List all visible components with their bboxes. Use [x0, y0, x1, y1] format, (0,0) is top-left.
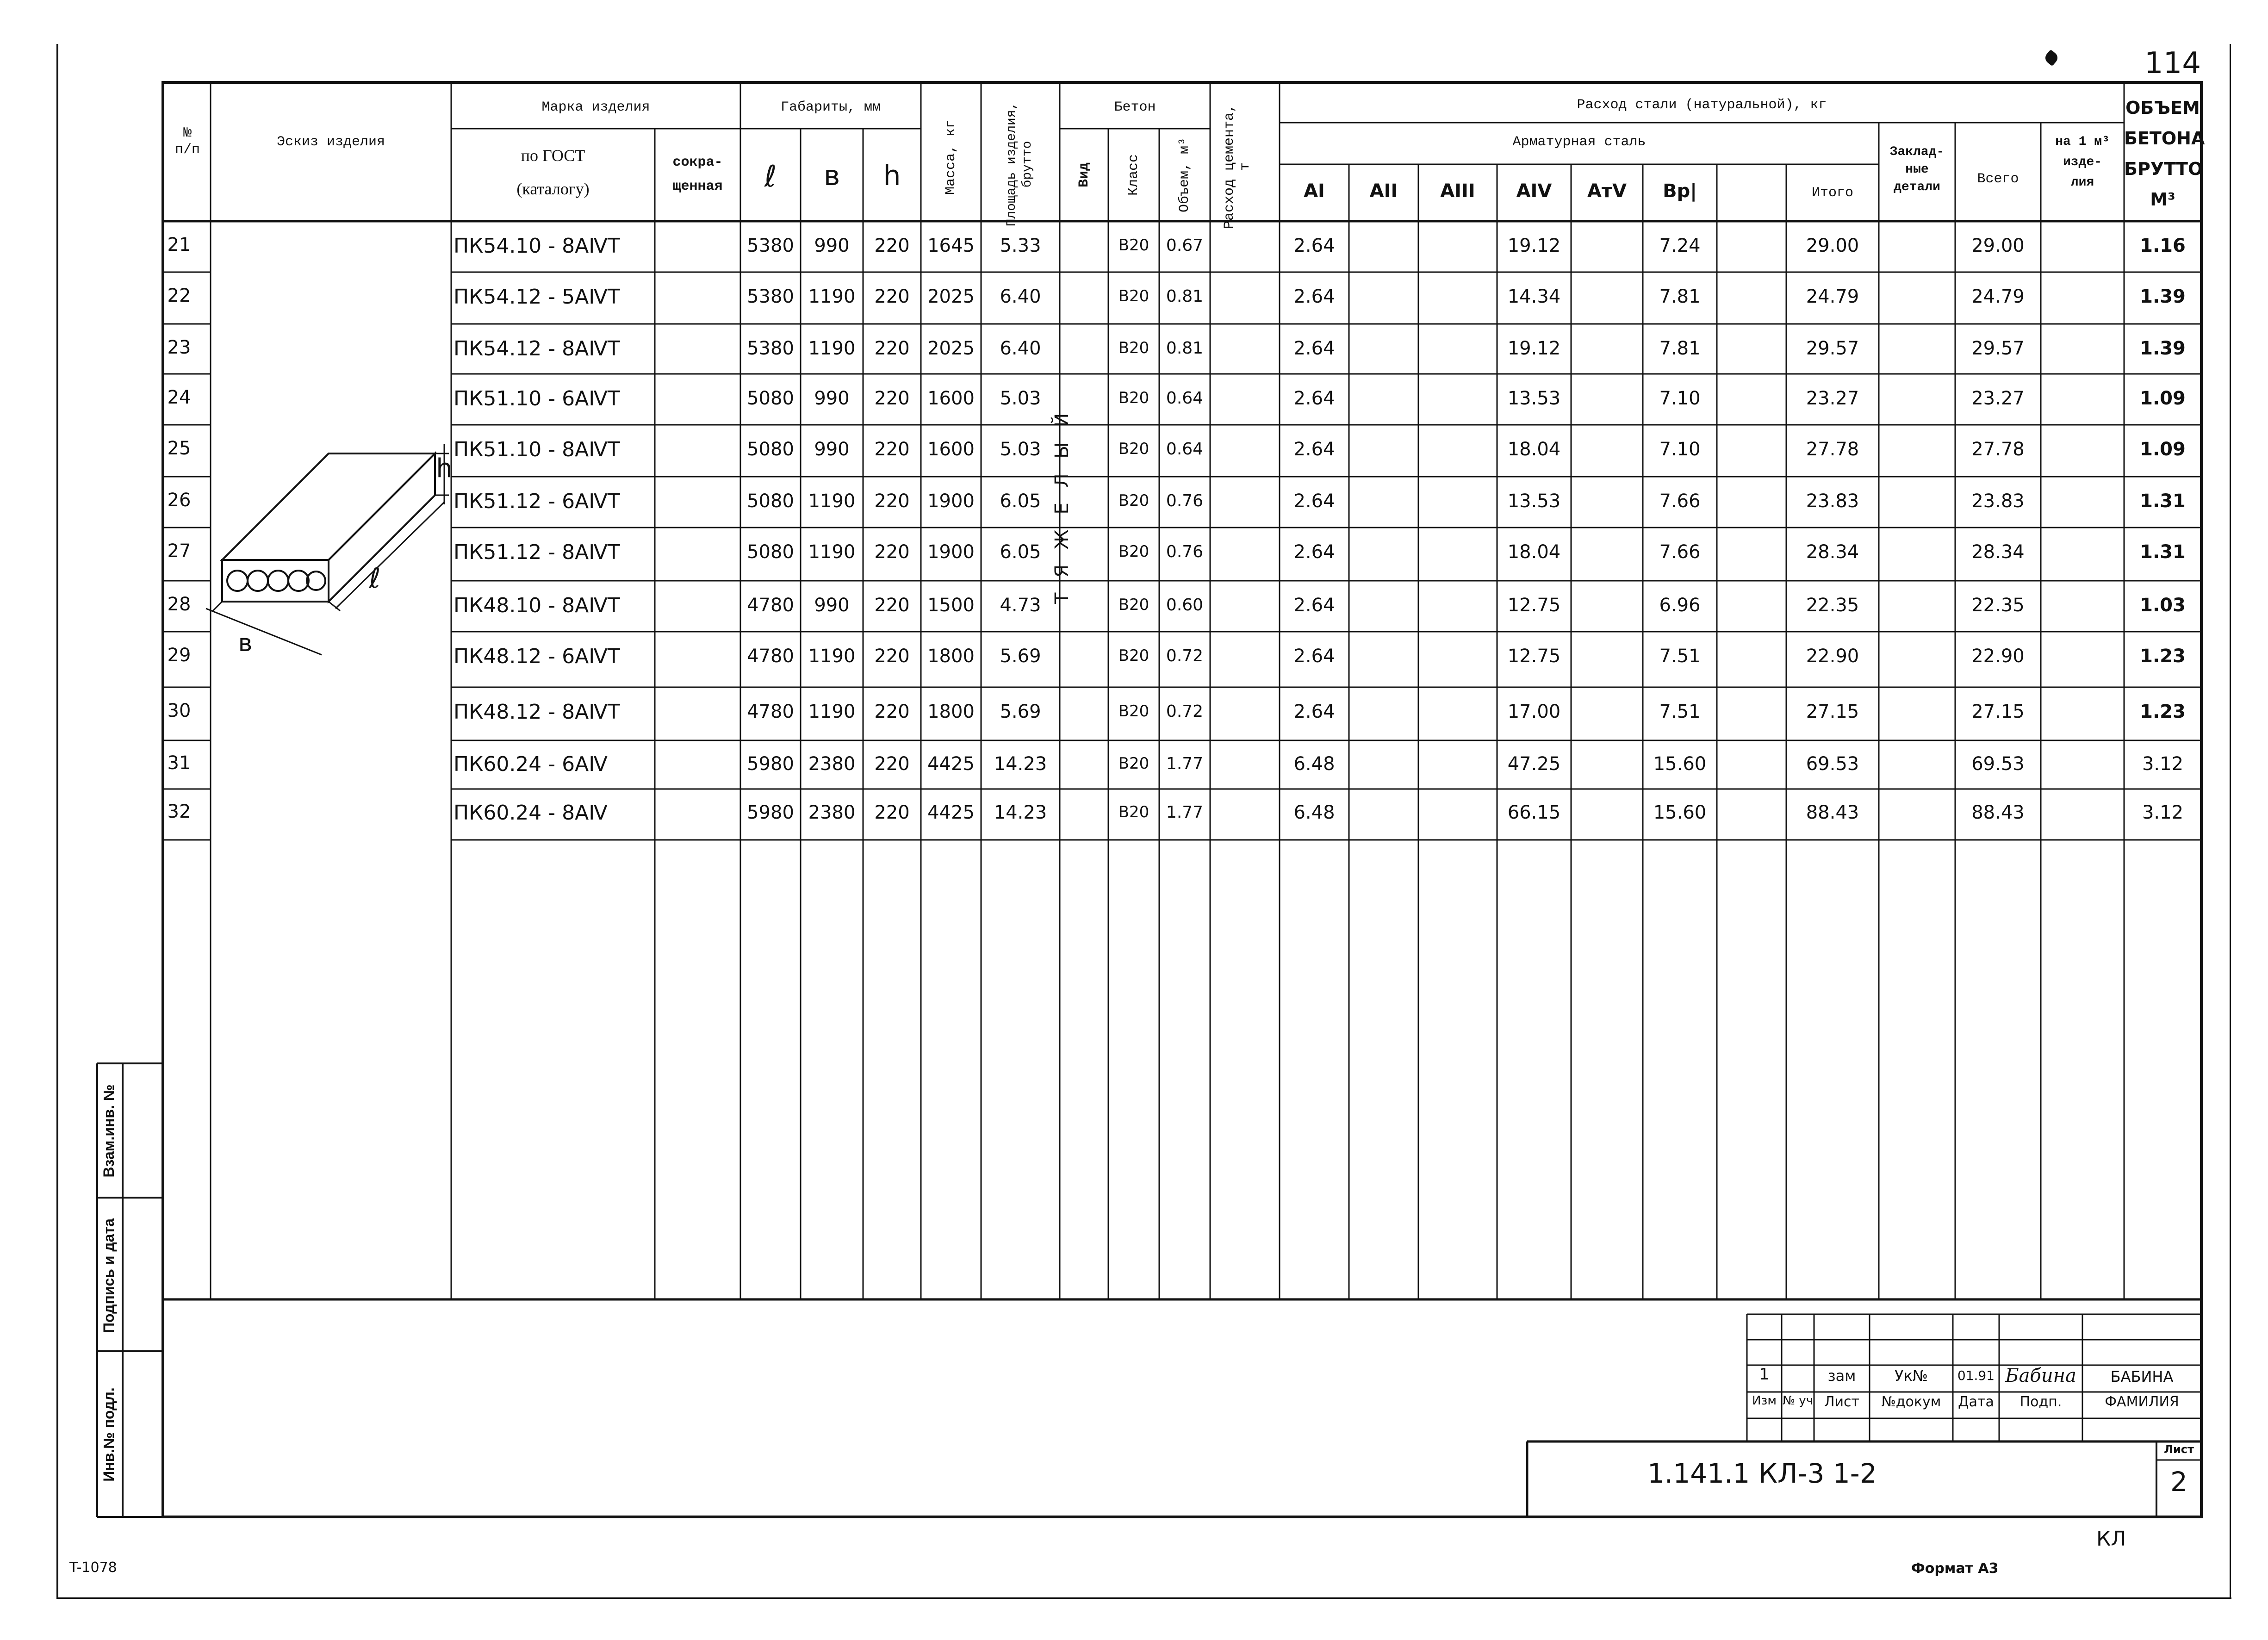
sketch-label-l: ℓ [369, 562, 381, 595]
cell-a4: 18.04 [1507, 439, 1561, 460]
cell-a4: 66.15 [1507, 802, 1561, 823]
col-header-atv: AтV [1587, 180, 1627, 202]
col-header-cement: Расход цемента, т [1222, 104, 1253, 230]
col-header-a2: AII [1369, 180, 1398, 202]
col-header-mark-group: Марка изделия [541, 99, 650, 115]
cell-b: 1190 [808, 338, 856, 359]
cell-b: 990 [814, 595, 850, 616]
cell-num: 24 [167, 387, 191, 408]
col-header-a3: AIII [1440, 180, 1475, 202]
cell-volume: 1.77 [1166, 803, 1204, 822]
cell-b: 990 [814, 388, 850, 409]
cell-area: 5.33 [1000, 235, 1041, 256]
cell-mark: ПК60.24 - 6АⅣ [454, 752, 608, 776]
cell-a1: 2.64 [1293, 701, 1335, 722]
cell-volume: 0.67 [1166, 236, 1204, 255]
cell-class: В20 [1118, 339, 1150, 357]
cell-area: 4.73 [1000, 595, 1041, 616]
cell-a1: 2.64 [1293, 595, 1335, 616]
cell-l: 4780 [747, 701, 794, 722]
cell-mark: ПК51.12 - 6АⅣТ [454, 490, 620, 513]
cell-h: 220 [874, 802, 910, 823]
cell-num: 25 [167, 438, 191, 459]
cell-vsego: 28.34 [1971, 541, 2025, 563]
cell-num: 23 [167, 337, 191, 358]
cell-brutto: 1.23 [2140, 646, 2186, 667]
cell-a1: 6.48 [1293, 753, 1335, 775]
cell-mark: ПК48.10 - 8АⅣТ [454, 594, 620, 617]
col-header-total: Всего [1977, 171, 2019, 187]
cell-l: 5980 [747, 753, 794, 775]
cell-brutto: 1.39 [2140, 286, 2186, 307]
cell-itogo: 23.83 [1806, 491, 1859, 512]
cell-l: 5080 [747, 491, 794, 512]
col-header-sketch: Эскиз изделия [276, 134, 385, 150]
cell-num: 32 [167, 801, 191, 822]
cell-num: 29 [167, 645, 191, 666]
cell-class: В20 [1118, 236, 1150, 255]
side-stamp-inv-orig: Инв.№ подл. [100, 1387, 117, 1482]
cell-volume: 1.77 [1166, 754, 1204, 773]
rev-head-uch: № уч [1782, 1394, 1814, 1408]
cell-bp: 7.81 [1659, 286, 1701, 307]
cell-brutto: 1.31 [2140, 541, 2186, 563]
cell-itogo: 29.00 [1806, 235, 1859, 256]
cell-b: 1190 [808, 541, 856, 563]
cell-l: 5980 [747, 802, 794, 823]
cell-num: 28 [167, 594, 191, 615]
cell-l: 4780 [747, 595, 794, 616]
rev-list: зам [1827, 1367, 1856, 1385]
cell-a1: 2.64 [1293, 235, 1335, 256]
cell-itogo: 23.27 [1806, 388, 1859, 409]
cell-volume: 0.64 [1166, 440, 1204, 459]
bottom-mark: КЛ [2096, 1527, 2126, 1551]
cell-num: 21 [167, 234, 191, 255]
col-header-dims-group: Габариты, мм [780, 99, 881, 115]
cell-mark: ПК51.10 - 6АⅣТ [454, 387, 620, 410]
col-header-dim-l: ℓ [764, 160, 777, 194]
col-header-num: № п/п [174, 125, 200, 158]
cell-brutto: 1.09 [2140, 388, 2186, 409]
sheet-mark: 114 [2144, 46, 2201, 81]
cell-a1: 6.48 [1293, 802, 1335, 823]
cell-a4: 13.53 [1507, 388, 1561, 409]
cell-brutto: 1.23 [2140, 701, 2186, 722]
cell-mark: ПК60.24 - 8АⅣ [454, 801, 608, 825]
cell-mass: 4425 [927, 802, 975, 823]
cell-brutto: 1.31 [2140, 491, 2186, 512]
cell-a1: 2.64 [1293, 541, 1335, 563]
cell-volume: 0.72 [1166, 646, 1204, 665]
cell-mark: ПК54.12 - 5АⅣТ [454, 285, 620, 309]
rev-head-surname: ФАМИЛИЯ [2105, 1394, 2179, 1410]
cell-num: 27 [167, 540, 191, 562]
cell-h: 220 [874, 235, 910, 256]
cell-h: 220 [874, 701, 910, 722]
cell-mark: ПК48.12 - 6АⅣТ [454, 645, 620, 668]
sketch-label-b: в [238, 629, 253, 657]
cell-mass: 1600 [927, 439, 975, 460]
cell-area: 6.40 [1000, 286, 1041, 307]
cell-mass: 1600 [927, 388, 975, 409]
cell-b: 990 [814, 439, 850, 460]
cell-mark: ПК51.10 - 8АⅣТ [454, 438, 620, 461]
cell-l: 4780 [747, 646, 794, 667]
cell-brutto: 3.12 [2142, 802, 2184, 823]
cell-h: 220 [874, 491, 910, 512]
cell-class: В20 [1118, 702, 1150, 721]
cell-vsego: 69.53 [1971, 753, 2025, 775]
cell-a1: 2.64 [1293, 388, 1335, 409]
cell-volume: 0.76 [1166, 542, 1204, 561]
cell-mark: ПК54.10 - 8АⅣТ [454, 234, 620, 258]
rev-date: 01.91 [1957, 1368, 1995, 1383]
cell-a4: 14.34 [1507, 286, 1561, 307]
cell-vsego: 22.90 [1971, 646, 2025, 667]
cell-brutto: 1.16 [2140, 235, 2186, 256]
cell-l: 5380 [747, 235, 794, 256]
cell-itogo: 24.79 [1806, 286, 1859, 307]
cell-class: В20 [1118, 440, 1150, 458]
cell-brutto: 1.39 [2140, 338, 2186, 359]
cell-itogo: 88.43 [1806, 802, 1859, 823]
cell-l: 5380 [747, 338, 794, 359]
cell-mark: ПК51.12 - 8АⅣТ [454, 540, 620, 564]
col-header-total-rebar: Итого [1811, 185, 1853, 201]
cell-mass: 1800 [927, 646, 975, 667]
cell-bp: 7.24 [1659, 235, 1701, 256]
cell-itogo: 29.57 [1806, 338, 1859, 359]
cell-itogo: 28.34 [1806, 541, 1859, 563]
cell-a1: 2.64 [1293, 491, 1335, 512]
cell-class: В20 [1118, 803, 1150, 821]
col-header-a4: AIV [1516, 180, 1552, 202]
cell-a4: 18.04 [1507, 541, 1561, 563]
cell-class: В20 [1118, 646, 1150, 665]
cell-b: 2380 [808, 802, 856, 823]
cell-mass: 2025 [927, 338, 975, 359]
cell-l: 5080 [747, 541, 794, 563]
cell-class: В20 [1118, 491, 1150, 510]
cell-mass: 1645 [927, 235, 975, 256]
cell-brutto: 3.12 [2142, 753, 2184, 775]
cell-bp: 6.96 [1659, 595, 1701, 616]
cell-area: 14.23 [994, 802, 1047, 823]
cell-bp: 7.10 [1659, 439, 1701, 460]
cell-volume: 0.64 [1166, 389, 1204, 408]
cell-vsego: 24.79 [1971, 286, 2025, 307]
format-label: Формат А3 [1911, 1560, 1999, 1577]
cell-area: 6.05 [1000, 541, 1041, 563]
rev-head-doc: №докум [1881, 1394, 1941, 1410]
cell-bp: 15.60 [1653, 753, 1707, 775]
cell-mass: 1900 [927, 491, 975, 512]
cell-bp: 7.51 [1659, 646, 1701, 667]
sheet-number: 2 [2170, 1466, 2187, 1497]
cell-area: 5.69 [1000, 701, 1041, 722]
cell-a4: 13.53 [1507, 491, 1561, 512]
cell-vsego: 27.78 [1971, 439, 2025, 460]
cell-itogo: 27.15 [1806, 701, 1859, 722]
rev-head-list: Лист [1824, 1394, 1860, 1410]
cell-bp: 7.51 [1659, 701, 1701, 722]
cell-h: 220 [874, 286, 910, 307]
col-header-rebar-group: Арматурная сталь [1512, 134, 1646, 150]
cell-mass: 2025 [927, 286, 975, 307]
cell-a1: 2.64 [1293, 646, 1335, 667]
cell-mark: ПК48.12 - 8АⅣТ [454, 700, 620, 724]
cell-vsego: 27.15 [1971, 701, 2025, 722]
rev-head-sign: Подп. [2019, 1394, 2062, 1410]
cell-itogo: 69.53 [1806, 753, 1859, 775]
cell-class: В20 [1118, 542, 1150, 561]
cell-h: 220 [874, 646, 910, 667]
cell-b: 1190 [808, 701, 856, 722]
cell-l: 5080 [747, 388, 794, 409]
cell-a4: 19.12 [1507, 338, 1561, 359]
col-header-steel-group: Расход стали (натуральной), кг [1577, 97, 1827, 113]
cell-volume: 0.76 [1166, 491, 1204, 510]
cell-num: 31 [167, 752, 191, 774]
cell-a4: 12.75 [1507, 595, 1561, 616]
cell-vsego: 29.57 [1971, 338, 2025, 359]
cell-bp: 15.60 [1653, 802, 1707, 823]
cell-brutto: 1.03 [2140, 595, 2186, 616]
cell-h: 220 [874, 541, 910, 563]
side-stamp-replace-inv: Взам.инв. № [100, 1084, 117, 1178]
cell-num: 30 [167, 700, 191, 721]
cell-volume: 0.72 [1166, 702, 1204, 721]
cell-h: 220 [874, 753, 910, 775]
cell-num: 26 [167, 490, 191, 511]
col-header-mark-short: сокра- щенная [672, 155, 723, 194]
cell-vsego: 22.35 [1971, 595, 2025, 616]
cell-volume: 0.81 [1166, 339, 1204, 358]
col-header-mark-gost: по ГОСТ (каталогу) [516, 146, 590, 198]
cell-h: 220 [874, 338, 910, 359]
col-header-concrete-kind: Вид [1076, 162, 1092, 188]
col-header-concrete-volume: Объем, м³ [1177, 137, 1193, 213]
cell-a4: 47.25 [1507, 753, 1561, 775]
rev-surname: БАБИНА [2110, 1368, 2174, 1385]
cell-h: 220 [874, 595, 910, 616]
cell-area: 5.03 [1000, 439, 1041, 460]
cell-b: 1190 [808, 646, 856, 667]
cell-volume: 0.60 [1166, 596, 1204, 615]
document-designation: 1.141.1 КЛ-3 1-2 [1647, 1458, 1877, 1489]
cell-mass: 1800 [927, 701, 975, 722]
cell-vsego: 23.27 [1971, 388, 2025, 409]
col-header-a1: AI [1304, 180, 1325, 202]
cell-mark: ПК54.12 - 8АⅣТ [454, 337, 620, 360]
cell-num: 22 [167, 285, 191, 306]
cell-bp: 7.10 [1659, 388, 1701, 409]
col-header-area: Площадь изделия, брутто [1005, 102, 1035, 227]
col-header-concrete-group: Бетон [1114, 99, 1156, 115]
col-header-volume-brutto: ОБЪЕМ БЕТОНА БРУТТО М³ [2124, 98, 2205, 210]
cell-b: 2380 [808, 753, 856, 775]
cell-itogo: 22.35 [1806, 595, 1859, 616]
col-header-mass: Масса, кг [943, 119, 959, 195]
cell-vsego: 29.00 [1971, 235, 2025, 256]
cell-mass: 4425 [927, 753, 975, 775]
cell-vsego: 88.43 [1971, 802, 2025, 823]
cell-a1: 2.64 [1293, 338, 1335, 359]
concrete-kind-vertical: Т Я Ж Е Л Ы Й [1051, 408, 1073, 604]
cell-class: В20 [1118, 287, 1150, 305]
col-header-dim-b: в [823, 160, 840, 192]
rev-head-date: Дата [1958, 1394, 1994, 1410]
cell-mass: 1900 [927, 541, 975, 563]
cell-b: 1190 [808, 491, 856, 512]
cell-bp: 7.66 [1659, 541, 1701, 563]
cell-mass: 1500 [927, 595, 975, 616]
col-header-per-m3: на 1 м³ изде- лия [2055, 135, 2110, 190]
rev-izm: 1 [1759, 1365, 1770, 1384]
rev-doc: Ук№ [1894, 1367, 1928, 1385]
cell-a4: 19.12 [1507, 235, 1561, 256]
cell-a4: 12.75 [1507, 646, 1561, 667]
cell-brutto: 1.09 [2140, 439, 2186, 460]
cell-vsego: 23.83 [1971, 491, 2025, 512]
cell-a4: 17.00 [1507, 701, 1561, 722]
cell-class: В20 [1118, 389, 1150, 407]
col-header-embedded: Заклад- ные детали [1889, 145, 1945, 194]
cell-l: 5380 [747, 286, 794, 307]
cell-class: В20 [1118, 754, 1150, 773]
cell-b: 990 [814, 235, 850, 256]
cell-volume: 0.81 [1166, 287, 1204, 306]
cell-a1: 2.64 [1293, 286, 1335, 307]
cell-area: 6.40 [1000, 338, 1041, 359]
cell-bp: 7.66 [1659, 491, 1701, 512]
side-stamp-signature-date: Подпись и дата [100, 1218, 117, 1333]
sketch-label-h: h [436, 453, 453, 484]
cell-area: 14.23 [994, 753, 1047, 775]
cell-class: В20 [1118, 596, 1150, 614]
cell-l: 5080 [747, 439, 794, 460]
col-header-bp1: Вр| [1663, 180, 1697, 202]
cell-itogo: 27.78 [1806, 439, 1859, 460]
cell-area: 5.03 [1000, 388, 1041, 409]
cell-bp: 7.81 [1659, 338, 1701, 359]
col-header-dim-h: h [883, 160, 901, 192]
cell-area: 6.05 [1000, 491, 1041, 512]
cell-h: 220 [874, 439, 910, 460]
col-header-concrete-class: Класс [1126, 154, 1142, 196]
sheet-label: Лист [2164, 1443, 2194, 1456]
corner-code: T-1078 [69, 1559, 117, 1576]
rev-signature: Бабина [2005, 1365, 2076, 1386]
cell-b: 1190 [808, 286, 856, 307]
cell-h: 220 [874, 388, 910, 409]
cell-area: 5.69 [1000, 646, 1041, 667]
rev-head-izm: Изм [1752, 1394, 1777, 1408]
cell-a1: 2.64 [1293, 439, 1335, 460]
cell-itogo: 22.90 [1806, 646, 1859, 667]
